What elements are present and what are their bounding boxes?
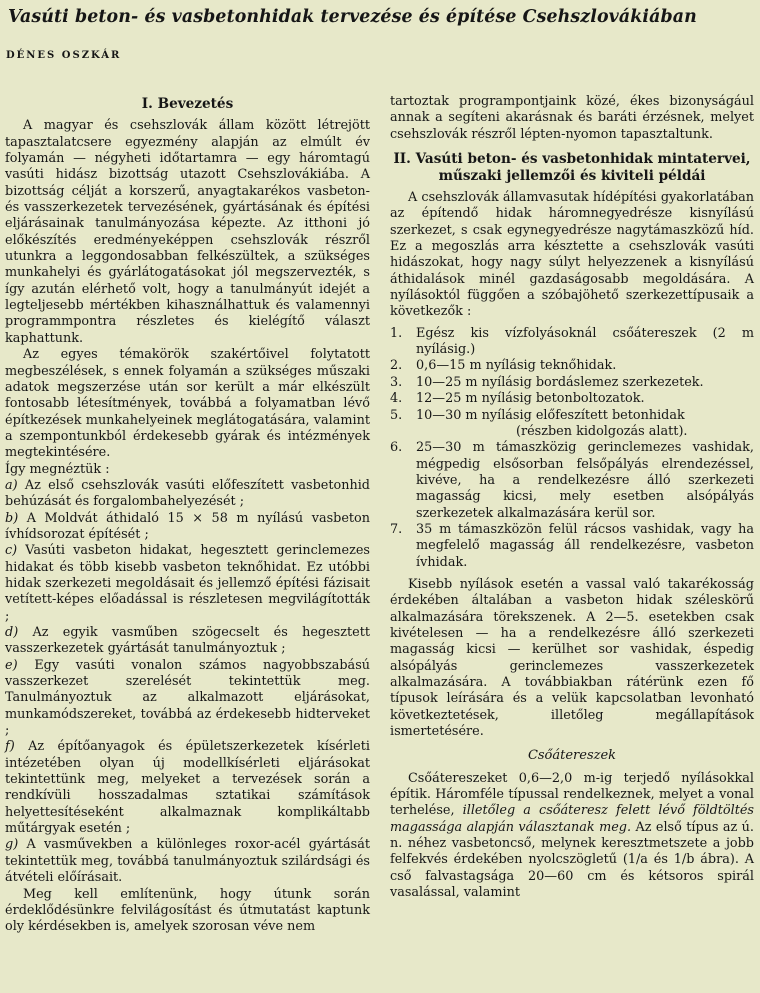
visit-item-text: Az egyik vasműben szögecselt és hegesztett vasszerkezetek gyártását tanulmányoztuk ; bbox=[5, 625, 370, 657]
list-item bbox=[390, 375, 754, 391]
visit-item-text: A vasművekben a különleges roxor-acél gyártását tekintettük meg, továbbá tanulmányoztuk szilárdsági és átvételi előírásait. bbox=[5, 837, 370, 886]
list-item-text: 12—25 m nyílásig betonboltozatok. bbox=[416, 391, 645, 407]
visit-item-text: Az első csehszlovák vasúti előfeszített vasbetonhid behúzását és forgalombahelyezését ; bbox=[5, 477, 370, 510]
visit-item-d bbox=[5, 625, 370, 658]
list-item-continuation: (részben kidolgozás alatt). bbox=[516, 423, 688, 439]
list-item-text: 0,6—15 m nyílásig teknőhidak. bbox=[416, 358, 617, 374]
list-item bbox=[390, 408, 754, 441]
list-item-text: 10—30 m nyílásig előfeszített betonhidak bbox=[416, 407, 685, 423]
culverts-text-italic: illetőleg a csőáteresz felett lévő földtöltés magassága alapján választanak meg. bbox=[390, 803, 754, 835]
structure-type-list bbox=[390, 326, 754, 571]
visit-item-b bbox=[5, 511, 370, 544]
intro-paragraph: A magyar és csehszlovák állam között létrejött tapasztalatcsere egyezmény alapján az elmúlt év folyamán — négyheti időtartamra — egy háromtagú vasúti hidász bizottság utazott Csehszlovákiába. A bizottság célját a korszerű, anyagtakarékos vasbeton- és vasszerkezetek tervezésének, gyártásának és építési eljárásainak tanulmányozása képezte. Az itthoni jó előkészítés eredményeképpen csehszlovák részről utunkra a leggondosabban felkészültek, a szükséges munkahelyi és gyárlátogatásokat jól megszervezték, s így azután elérhető volt, hogy a tanulmányút idejét a legteljesebb mértékben kihasználhattuk és valamennyi programmpontra részletes és kielégítő választ kaphattunk. bbox=[5, 118, 370, 346]
list-item-number: 1. bbox=[390, 325, 403, 341]
visit-item-f bbox=[5, 739, 370, 837]
closing-paragraph: Meg kell említenünk, hogy útunk során érdeklődésünkre felvilágosítást és útmutatást kaptunk oly kérdésekben is, amelyek szorosan véve nem bbox=[5, 886, 370, 935]
visit-item-a bbox=[5, 478, 370, 511]
list-item bbox=[390, 440, 754, 522]
section-heading-introduction: I. Bevezetés bbox=[141, 96, 234, 112]
continuation-paragraph: tartoztak programpontjaink közé, ékes bizonyságául annak a segíteni akarásnak és baráti érzésnek, melyet csehszlovák részről lépten-nyomon tapasztaltunk. bbox=[390, 94, 754, 142]
visit-item-letter: g) bbox=[5, 837, 19, 853]
visit-item-text: Egy vasúti vonalon számos nagyobbszabású vasszerkezet szerelését tekintettük meg. Tanulmányoztuk az alkalmazott eljárásokat, munkamódszereket, továbbá az érdekesebb hidterveket ; bbox=[5, 657, 370, 739]
list-item-text: Egész kis vízfolyásoknál csőátereszek (2 m nyílásig.) bbox=[416, 325, 754, 358]
visits-lead-in: Így megnéztük : bbox=[5, 461, 110, 477]
list-item bbox=[390, 522, 754, 571]
visit-item-c bbox=[5, 543, 370, 625]
small-spans-paragraph: Kisebb nyílások esetén a vassal való takarékosság érdekében általában a vasbeton hidak széleskörű alkalmazására törekszenek. A 2—5. esetekben csak kivételesen — ha a rendelkezésre álló szerkezeti magasság kicsi — kerülhet sor vashidak, éspedig alsópályás gerinclemezes vasszerkezetek alkalmazására. A továbbiakban rátérünk ezen fő típusok leírására és a velük kapcsolatban levonható következtetések, illetőleg megállapítások ismertetésére. bbox=[390, 576, 754, 740]
visit-item-text: Vasúti vasbeton hidakat, hegesztett gerinclemezes hidakat és több kisebb vasbeton teknőhidat. Ez utóbbi hidak szerkezeti megoldásait és jellemző építési fázisait vetített-képes előadással is részletesen megvilágították ; bbox=[5, 543, 370, 624]
visit-item-letter: b) bbox=[5, 510, 19, 526]
list-item-number: 3. bbox=[390, 374, 403, 390]
list-item-number: 4. bbox=[390, 391, 403, 407]
list-item bbox=[390, 391, 754, 407]
culverts-text-start: Csőátereszeket 0,6—2,0 m-ig terjedő nyílásokkal építik. Háromféle típussal rendelkeznek, melyet a vonal terhelése, bbox=[390, 770, 754, 819]
list-item-text: 10—25 m nyílásig bordáslemez szerkezetek. bbox=[416, 374, 704, 390]
right-column bbox=[390, 94, 754, 901]
list-item bbox=[390, 358, 754, 374]
list-item bbox=[390, 326, 754, 359]
visit-item-letter: d) bbox=[5, 625, 19, 640]
visit-item-letter: c) bbox=[5, 543, 18, 559]
visit-item-e bbox=[5, 658, 370, 740]
left-column bbox=[5, 96, 370, 936]
visit-item-letter: e) bbox=[5, 657, 18, 673]
visit-item-text: A Moldvát áthidaló 15 × 58 m nyílású vasbeton ívhídsorozat építését ; bbox=[5, 510, 370, 542]
list-item-number: 7. bbox=[390, 521, 403, 537]
list-item-text: 25—30 m támaszközig gerinclemezes vashidak, mégpedig elsősorban felsőpályás elrendezéssel, kivéve, ha a rendelkezésre álló szerkezeti magasság kicsi, mely esetben alsópályás szerkezetek alkalmazására kerül sor. bbox=[416, 440, 754, 521]
visit-item-g bbox=[5, 837, 370, 886]
subheading-culverts: Csőátereszek bbox=[527, 748, 617, 764]
list-item-number: 6. bbox=[390, 440, 403, 456]
list-item-number: 5. bbox=[390, 407, 403, 423]
culverts-text-end: Az első típus az ú. n. néhez vasbetoncső, melynek keresztmetszete a jobb felfekvés érdekében nyolcszögletű (1/a és 1/b ábra). A cső falvastagsága 20—60 cm és kétsoros spirál vasalással, valamint bbox=[390, 819, 754, 901]
bridge-types-paragraph: A csehszlovák államvasutak hídépítési gyakorlatában az építendő hidak háromnegyedrésze kisnyílású szerkezet, s csak egynegyedrésze nagytámaszközű híd. Ez a megoszlás arra késztette a csehszlovák vasúti hidászokat, hogy nagy súlyt helyezzenek a kisnyílású áthidalások minél gazdaságosabb megoldására. A nyílásoktól függően a szóbajöhető szerkezettípusaik a következők : bbox=[390, 190, 754, 320]
culverts-paragraph bbox=[390, 771, 754, 902]
list-item-number: 2. bbox=[390, 358, 403, 374]
visit-item-letter: f) bbox=[5, 739, 15, 755]
list-item-text: 35 m támaszközön felül rácsos vashidak, vagy ha megfelelő magasság áll rendelkezésre, vasbeton ívhidak. bbox=[416, 521, 754, 570]
list-item-body bbox=[416, 408, 754, 441]
section-heading-bridge-types: II. Vasúti beton- és vasbetonhidak mintatervei, műszaki jellemzői és kiviteli példái bbox=[393, 151, 751, 184]
visits-paragraph: Az egyes témakörök szakértőivel folytatott megbeszélések, s ennek folyamán a szükséges műszaki adatok megszerzése után sor került a már elkészült fontosabb létesítmények, továbbá a folyamatban lévő építkezések munkahelyeinek meglátogatására, valamint a szempontunkból érdekesebb gyárak és intézmények megtekintésére. bbox=[5, 347, 370, 461]
article-author: DÉNES OSZKÁR bbox=[6, 50, 122, 61]
visit-item-text: Az építőanyagok és épületszerkezetek kísérleti intézetében olyan új modellkísérleti eljárásokat tekintettünk meg, melyeket a tervezések során a rendkívüli hosszadalmas sztatikai számítások helyettesítéseként alkalmaznak komplikáltabb műtárgyak esetén ; bbox=[5, 739, 370, 837]
article-title: Vasúti beton- és vasbetonhidak tervezése és építése Csehszlovákiában bbox=[8, 7, 697, 27]
visit-item-letter: a) bbox=[5, 477, 18, 493]
